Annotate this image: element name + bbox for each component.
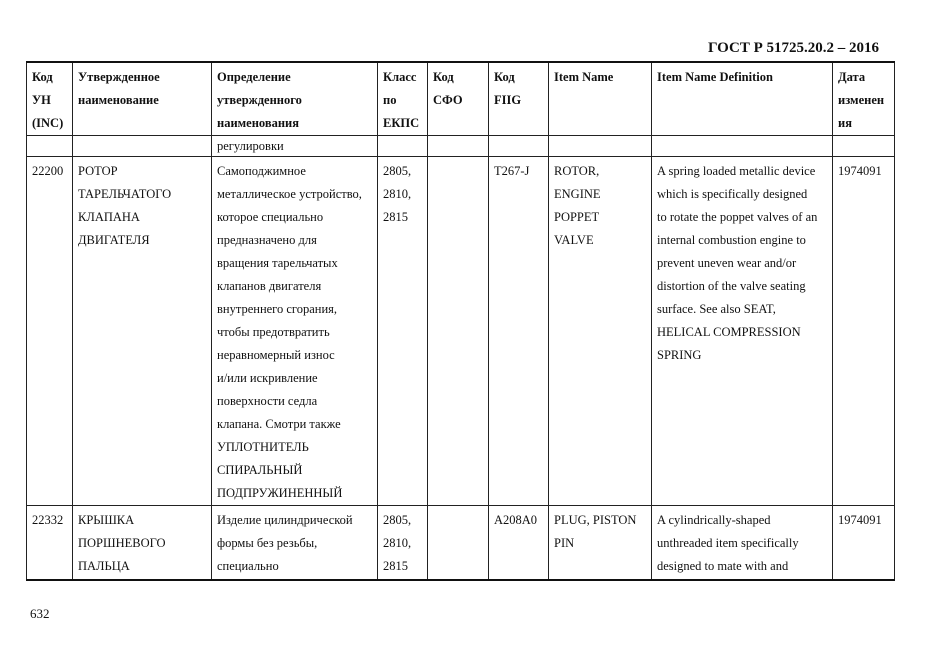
approved-name-cell: КРЫШКА ПОРШНЕВОГО ПАЛЬЦА [73,506,212,580]
header-fiig-code: Код FIIG [489,62,549,136]
table-cell [27,136,73,157]
header-item-name: Item Name [549,62,652,136]
table-row [27,157,895,506]
ekps-class-cell: 2805, 2810, 2815 [378,506,428,580]
document-title: ГОСТ Р 51725.20.2 – 2016 [708,40,880,56]
table-cell [73,136,212,157]
change-date-cell: 1974091 [833,157,895,506]
item-name-cell: PLUG, PISTON PIN [549,506,652,580]
header-row [27,62,895,136]
table-cell [428,136,489,157]
header-item-definition: Item Name Definition [652,62,833,136]
item-definition-cell: A spring loaded metallic device which is specifically designed to rotate the poppet valves of an internal combustion engine to prevent uneven wear and/or distortion of the valve seating surface. See also SEAT, HELICAL COMPRESSION SPRING [652,157,833,506]
item-definition-cell: A cylindrically-shaped unthreaded item specifically designed to mate with and [652,506,833,580]
definition-cell: Изделие цилиндрической формы без резьбы, специально [212,506,378,580]
inc-code-cell: 22200 [27,157,73,506]
approved-name-cell: РОТОР ТАРЕЛЬЧАТОГО КЛАПАНА ДВИГАТЕЛЯ [73,157,212,506]
header-definition: Определение утвержденного наименования [212,62,378,136]
definition-cell: Самоподжимное металлическое устройство, которое специально предназначено для вращения тарельчатых клапанов двигателя внутреннего сгорания, чтобы предотвратить неравномерный износ и/или искривление поверхности седла клапана. Смотри также УПЛОТНИТЕЛЬ СПИРАЛЬНЫЙ ПОДПРУЖИНЕННЫЙ [212,157,378,506]
item-name-cell: ROTOR, ENGINE POPPET VALVE [549,157,652,506]
table-cell [378,136,428,157]
table-cell [489,136,549,157]
table-cell [549,136,652,157]
change-date-cell: 1974091 [833,506,895,580]
ekps-class-cell: 2805, 2810, 2815 [378,157,428,506]
header-change-date: Дата изменен ия [833,62,895,136]
table-cell [833,136,895,157]
header-inc-code: Код УН (INC) [27,62,73,136]
inc-code-cell: 22332 [27,506,73,580]
fiig-code-cell: A208A0 [489,506,549,580]
table-row [27,506,895,580]
continuation-row [27,136,895,157]
sfo-code-cell [428,157,489,506]
table-cell [652,136,833,157]
header-sfo-code: Код СФО [428,62,489,136]
header-ekps-class: Класс по ЕКПС [378,62,428,136]
sfo-code-cell [428,506,489,580]
header-approved-name: Утвержденное наименование [73,62,212,136]
data-table [26,61,895,581]
fiig-code-cell: T267-J [489,157,549,506]
table-cell: регулировки [212,136,378,157]
page-number: 632 [30,606,50,621]
